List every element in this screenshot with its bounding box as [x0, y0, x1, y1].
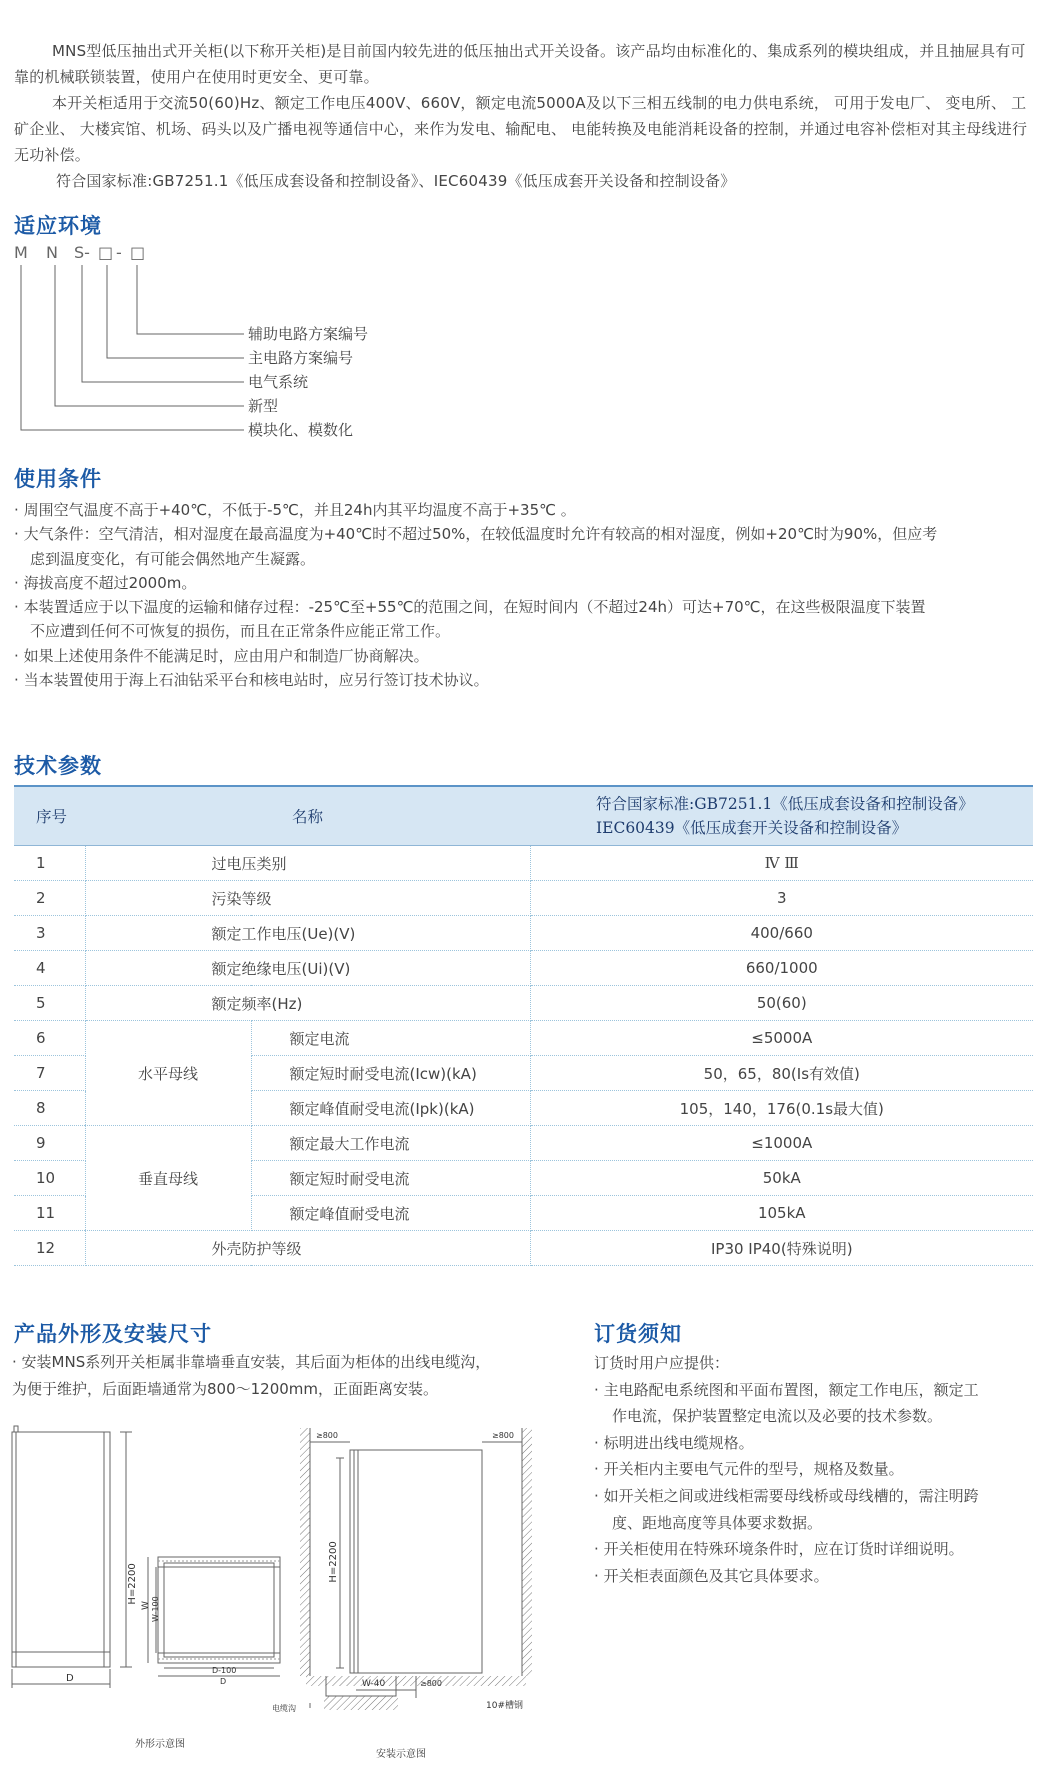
code-n: N [46, 243, 58, 262]
code-label-aux: 辅助电路方案编号 [248, 325, 369, 343]
bullet: · [14, 501, 19, 519]
conditions-list [14, 498, 1034, 692]
code-s: S- [74, 243, 90, 262]
install-text: · 安装MNS系列开关柜属非靠墙垂直安装，其后面为柜体的出线电缆沟， 为便于维护，后面距墙通常为800～1200mm，正面距离安装。 [12, 1353, 491, 1398]
condition-item: · 大气条件：空气清洁，相对湿度在最高温度为+40℃时不超过50%，在较低温度时允许有较高的相对湿度，例如+20℃时为90%，但应考 [14, 525, 938, 544]
dim-d-100: D-100 [212, 1666, 237, 1675]
dim-w: W [141, 1601, 151, 1610]
order-item: · 开关柜使用在特殊环境条件时，应在订货时详细说明。 [594, 1540, 964, 1559]
figure-caption-outline: 外形示意图 [135, 1739, 185, 1750]
condition-item: · 本装置适应于以下温度的运输和储存过程：-25℃至+55℃的范围之间，在短时间内（不超过24h）可达+70℃，在这些极限温度下装置 [14, 598, 926, 617]
table-row: 1 过电压类别 Ⅳ Ⅲ [14, 846, 1033, 881]
intro-paragraph-2: 本开关柜适用于交流50(60)Hz、额定工作电压400V、660V，额定电流5000A及以下三相五线制的电力供电系统， 可用于发电厂、 变电所、 工矿企业、 大楼宾馆、机场、码头以及广播电视等通信中心，来作为发电、输配电、 电能转换及电能消耗设备的控制，并通过电容补偿柜对其主母线进行无功补偿。 [14, 94, 1028, 164]
group-horizontal-busbar: 水平母线 [85, 1021, 251, 1126]
header-standard: 符合国家标准:GB7251.1《低压成套设备和控制设备》 IEC60439《低压成套开关设备和控制设备》 [530, 787, 1033, 846]
dim-w-100: W-100 [151, 1596, 160, 1622]
condition-item: · 当本装置使用于海上石油钻采平台和核电站时，应另行签订技术协议。 [14, 671, 489, 690]
table-row: 9 垂直母线 额定最大工作电流 ≤1000A [14, 1126, 1033, 1161]
conditions-title: 使用条件 [14, 467, 102, 491]
dim-top-left: ≥800 [316, 1431, 338, 1440]
header-name: 名称 [85, 787, 530, 846]
dim-h-2200-fig2: H=2200 [328, 1541, 339, 1583]
dim-top-right: ≥800 [492, 1431, 514, 1440]
order-notes: 订货时用户应提供： · 主电路配电系统图和平面布置图，额定工作电压，额定工 作电流，保护装置整定电流以及必要的技术参数。 · 标明进出线电缆规格。 · 开关柜内主要电气元件的型号，规格及数量。 · 如开关柜之间或进线柜需要母线桥或母线槽的，需注明跨 度、距地高度等具体要求数据。 · 开关柜使用在特殊环境条件时，应在订货时详细说明。 · 开关柜表面颜色及其它具体要求。 [594, 1350, 1040, 1589]
bullet: · [14, 598, 19, 617]
environment-title: 适应环境 [14, 214, 102, 238]
cabinet-outline-figure [8, 1422, 298, 1718]
table-row: 10 额定短时耐受电流 50kA [14, 1161, 1033, 1196]
code-label-modular: 模块化、模数化 [248, 421, 354, 439]
table-header-row [14, 787, 1033, 846]
condition-item-cont: 不应遭到任何不可恢复的损伤，而且在正常条件应能正常工作。 [30, 622, 451, 641]
dim-w-40: W-40 [362, 1679, 386, 1689]
bullet: · [14, 525, 19, 544]
code-dash: - [116, 243, 122, 262]
order-item: · 主电路配电系统图和平面布置图，额定工作电压，额定工 [594, 1380, 979, 1399]
table-row: 8 额定峰值耐受电流(Ipk)(kA) 105，140，176(0.1s最大值) [14, 1091, 1033, 1126]
code-label-main: 主电路方案编号 [248, 349, 354, 367]
order-intro: 订货时用户应提供： [594, 1354, 730, 1372]
code-box-1: □ [98, 243, 114, 262]
order-item: · 标明进出线电缆规格。 [594, 1433, 754, 1452]
intro-paragraph-3: 符合国家标准:GB7251.1《低压成套设备和控制设备》、IEC60439《低压成套开关设备和控制设备》 [56, 172, 736, 190]
bullet: · [14, 573, 19, 592]
table-row: 12 外壳防护等级 IP30 IP40(特殊说明) [14, 1231, 1033, 1266]
code-label-electric: 电气系统 [248, 373, 309, 391]
bullet: · [14, 646, 19, 665]
table-row: 3 额定工作电压(Ue)(V) 400/660 [14, 916, 1033, 951]
model-code-tree [0, 260, 250, 440]
table-row: 4 额定绝缘电压(Ui)(V) 660/1000 [14, 951, 1033, 986]
params-table [14, 787, 1033, 1266]
dim-d-fig1: D [66, 1673, 74, 1684]
condition-item: · 如果上述使用条件不能满足时，应由用户和制造厂协商解决。 [14, 646, 429, 665]
condition-item-cont: 虑到温度变化，有可能会偶然地产生凝露。 [30, 549, 316, 568]
code-box-2: □ [130, 243, 146, 262]
order-title: 订货须知 [594, 1322, 682, 1346]
bullet: · [14, 671, 19, 690]
channel-steel-label: 10#槽钢 [486, 1701, 523, 1711]
header-no: 序号 [14, 787, 85, 846]
order-item: · 开关柜内主要电气元件的型号，规格及数量。 [594, 1460, 904, 1479]
order-item: · 如开关柜之间或进线柜需要母线桥或母线槽的，需注明跨 [594, 1486, 979, 1505]
table-row: 6 水平母线 额定电流 ≤5000A [14, 1021, 1033, 1056]
params-title: 技术参数 [14, 754, 102, 778]
table-row: 7 额定短时耐受电流(Icw)(kA) 50，65，80(Is有效值) [14, 1056, 1033, 1091]
table-row: 11 额定峰值耐受电流 105kA [14, 1196, 1033, 1231]
condition-item: · 周围空气温度不高于+40℃，不低于-5℃，并且24h内其平均温度不高于+35℃ 。 [14, 501, 576, 519]
table-row: 5 额定频率(Hz) 50(60) [14, 986, 1033, 1021]
dim-bottom-right: ≥800 [420, 1679, 442, 1688]
order-item: · 开关柜表面颜色及其它具体要求。 [594, 1566, 829, 1585]
install-title: 产品外形及安装尺寸 [14, 1322, 212, 1346]
installation-figure [272, 1418, 536, 1718]
code-m: M [14, 243, 28, 262]
group-vertical-busbar: 垂直母线 [85, 1126, 251, 1231]
figure-caption-install: 安装示意图 [376, 1749, 426, 1760]
condition-item: · 海拔高度不超过2000m。 [14, 573, 197, 592]
intro-paragraph-1: MNS型低压抽出式开关柜(以下称开关柜)是目前国内较先进的低压抽出式开关设备。该产品均由标准化的、集成系列的模块组成，并且抽屉具有可靠的机械联锁装置，使用户在使用时更安全、更可靠。 [14, 42, 1026, 86]
cable-trench-label: 电缆沟 [272, 1704, 296, 1713]
table-row: 2 污染等级 3 [14, 881, 1033, 916]
dim-d-fig1b: D [220, 1677, 227, 1686]
dim-h-2200-fig1: H=2200 [127, 1563, 138, 1605]
code-label-new: 新型 [248, 397, 279, 415]
intro-text [14, 38, 1038, 194]
